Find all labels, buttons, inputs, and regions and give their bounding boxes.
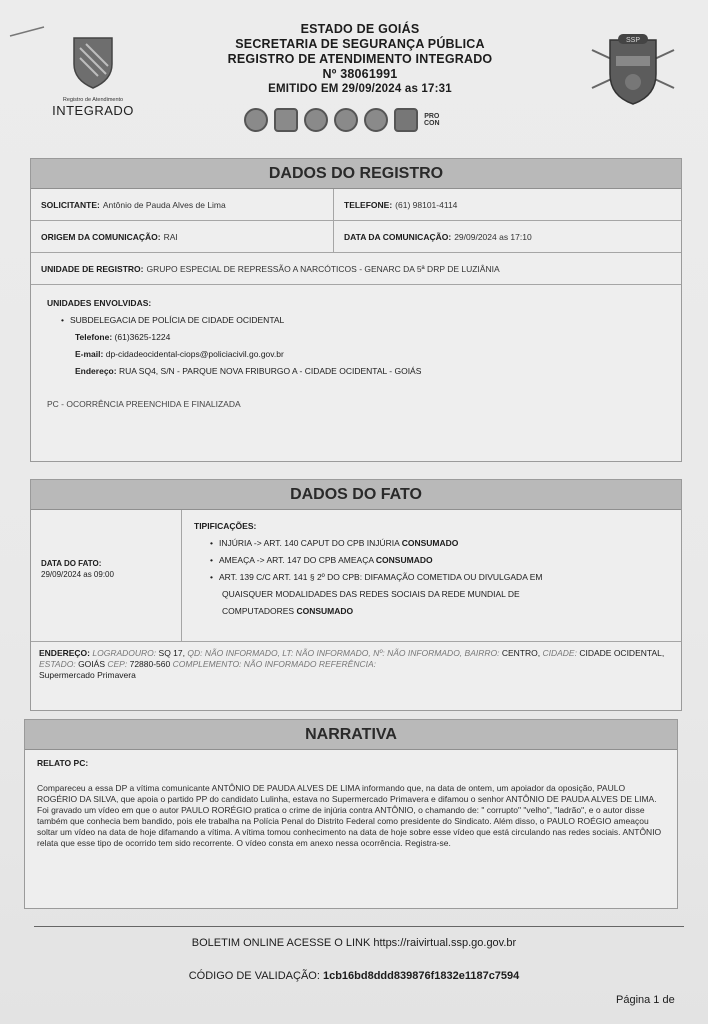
tipificacao-item bbox=[210, 535, 669, 552]
seal-wings-icon bbox=[334, 108, 358, 132]
unidade-label: UNIDADE DE REGISTRO: bbox=[41, 263, 144, 274]
envolvidas-label: UNIDADES ENVOLVIDAS: bbox=[47, 298, 152, 308]
tipificacoes bbox=[181, 510, 681, 641]
data-fato-label: DATA DO FATO: bbox=[41, 559, 102, 568]
cell-data-comunicacao bbox=[333, 221, 681, 252]
tip2-status: CONSUMADO bbox=[375, 555, 433, 565]
logradouro-label: LOGRADOURO: bbox=[92, 648, 157, 658]
registro-status: PC - OCORRÊNCIA PREENCHIDA E FINALIZADA bbox=[47, 399, 241, 409]
data-comunicacao-value: 29/09/2024 as 17:10 bbox=[454, 231, 532, 242]
rai-logo bbox=[48, 34, 138, 118]
solicitante-value: Antônio de Pauda Alves de Lima bbox=[102, 199, 226, 210]
envolvida-nome: SUBDELEGACIA DE POLÍCIA DE CIDADE OCIDENTAL bbox=[69, 315, 285, 325]
env-end-label: Endereço: bbox=[75, 366, 117, 376]
relato-text: Compareceu a essa DP a vítima comunicante ANTÔNIO DE PAUDA ALVES DE LIMA informando que, na data de ontem, um apoiador da oposição, PAULO ROGÉRIO DA SILVA, que apoia o partido PP do candidato Lulinha, estava no Supermercado Primavera e difamou o senhor ANTÔNIO DE PAUDA ALVES DE LIMA. Foi gravado um vídeo em que o autor PAULO RORÉGIO pratica o crime de injúria contra ANTÔNIO, o chamando de: " corrupto" "velho", "ladrão", e o autor disse também que conhecia bem bandido, pois ele trabalha na Polícia Penal do Distrito Federal como presidente do Sindicato. Além disso, o PAULO ROÉGIO ameaçou soltar um vídeo na data de hoje difamando a vítima. A vítima tomou conhecimento na data de hoje sobre esse vídeo que está circulando nas redes sociais. ANTÔNIO relata que esse tipo de ocorrido tem sido recorrente. O vídeo consta em anexo nessa ocorrência. Registra-se. bbox=[37, 783, 662, 848]
document-header bbox=[180, 22, 540, 97]
relato-label: RELATO PC: bbox=[37, 758, 89, 768]
env-tel-label: Telefone: bbox=[75, 332, 113, 342]
fato-end-label: ENDEREÇO: bbox=[39, 648, 91, 658]
logo-small-label: Registro de Atendimento bbox=[62, 97, 124, 103]
data-comunicacao-label: DATA DA COMUNICAÇÃO: bbox=[344, 231, 452, 242]
list-item bbox=[61, 312, 667, 329]
tip3-text-c: COMPUTADORES bbox=[222, 606, 295, 616]
cell-origem bbox=[31, 221, 333, 252]
header-secretariat: SECRETARIA DE SEGURANÇA PÚBLICA bbox=[235, 37, 485, 51]
complemento-info: COMPLEMENTO: NÃO INFORMADO REFERÊNCIA: bbox=[172, 659, 377, 669]
ssp-emblem-icon bbox=[588, 30, 678, 108]
cell-unidade bbox=[31, 253, 681, 284]
qd-info: QD: NÃO INFORMADO, LT: NÃO INFORMADO, Nº: NÃO INFORMADO, BAIRRO: bbox=[187, 648, 500, 658]
bairro-value: CENTRO, bbox=[501, 648, 541, 658]
referencia-value: Supermercado Primavera bbox=[39, 670, 136, 680]
unidades-envolvidas bbox=[31, 285, 681, 423]
telefone-label: TELEFONE: bbox=[344, 199, 393, 210]
fato-section bbox=[30, 479, 682, 711]
tipificacoes-label: TIPIFICAÇÕES: bbox=[194, 521, 257, 531]
env-tel-value: (61)3625-1224 bbox=[114, 332, 171, 342]
footer-divider bbox=[34, 926, 684, 927]
footer-codigo bbox=[0, 970, 708, 982]
row-solicitante bbox=[31, 189, 681, 221]
institution-seals bbox=[244, 108, 440, 132]
cell-solicitante bbox=[31, 189, 333, 220]
fato-body bbox=[31, 510, 681, 642]
origem-label: ORIGEM DA COMUNICAÇÃO: bbox=[41, 231, 161, 242]
page-number: Página 1 de bbox=[616, 994, 675, 1006]
fato-title: DADOS DO FATO bbox=[31, 480, 681, 510]
tip3-text-b: QUAISQUER MODALIDADES DAS REDES SOCIAIS DA REDE MUNDIAL DE bbox=[222, 589, 520, 599]
envolvida-telefone bbox=[47, 329, 667, 346]
envolvida-endereco bbox=[47, 363, 667, 380]
ssp-emblem-text: SSP bbox=[625, 37, 641, 44]
row-origem bbox=[31, 221, 681, 253]
registro-section bbox=[30, 158, 682, 462]
seal-emblem-icon bbox=[304, 108, 328, 132]
footer-boletim: BOLETIM ONLINE ACESSE O LINK https://raivirtual.ssp.go.gov.br bbox=[191, 937, 517, 949]
header-state: ESTADO DE GOIÁS bbox=[300, 22, 420, 36]
envolvida-email bbox=[47, 346, 667, 363]
row-unidade bbox=[31, 253, 681, 285]
cell-telefone bbox=[333, 189, 681, 220]
registro-title: DADOS DO REGISTRO bbox=[31, 159, 681, 189]
pen-mark bbox=[8, 24, 48, 38]
tip3-text-c-line bbox=[210, 603, 669, 620]
env-email-value: dp-cidadeocidental-ciops@policiacivil.go.gov.br bbox=[105, 349, 284, 359]
data-fato-value: 29/09/2024 as 09:00 bbox=[41, 570, 114, 579]
seal-fire-icon bbox=[364, 108, 388, 132]
shield-logo-icon bbox=[70, 34, 116, 90]
seal-badge-icon bbox=[274, 108, 298, 132]
codigo-value: 1cb16bd8ddd839876f1832e1187c7594 bbox=[322, 970, 520, 982]
seal-police-icon bbox=[244, 108, 268, 132]
tip3-status: CONSUMADO bbox=[296, 606, 354, 616]
env-end-value: RUA SQ4, S/N - PARQUE NOVA FRIBURGO A - CIDADE OCIDENTAL - GOIÁS bbox=[118, 366, 422, 376]
solicitante-label: SOLICITANTE: bbox=[41, 199, 100, 210]
procon-logo bbox=[424, 113, 440, 127]
narrativa-section bbox=[24, 719, 678, 909]
estado-value: GOIÁS bbox=[78, 659, 105, 669]
fato-endereco bbox=[31, 642, 681, 687]
narrativa-body bbox=[25, 750, 677, 857]
cidade-label: CIDADE: bbox=[542, 648, 577, 658]
narrativa-title: NARRATIVA bbox=[25, 720, 677, 750]
header-register-title: REGISTRO DE ATENDIMENTO INTEGRADO bbox=[227, 52, 493, 66]
header-number: Nº 38061991 bbox=[322, 67, 398, 81]
header-issued: EMITIDO EM 29/09/2024 as 17:31 bbox=[268, 83, 452, 95]
procon-line2: CON bbox=[424, 120, 440, 127]
cidade-value: CIDADE OCIDENTAL, bbox=[579, 648, 665, 658]
logo-big-label: INTEGRADO bbox=[52, 103, 134, 118]
envolvidas-list bbox=[47, 312, 667, 329]
logradouro-value: SQ 17, bbox=[158, 648, 185, 658]
tip3-text-a: ART. 139 C/C ART. 141 § 2º DO CPB: DIFAMAÇÃO COMETIDA OU DIVULGADA EM bbox=[218, 572, 543, 582]
estado-label: ESTADO: bbox=[39, 659, 76, 669]
tipificacao-item bbox=[210, 552, 669, 569]
tipificacao-item bbox=[210, 569, 669, 620]
telefone-value: (61) 98101-4114 bbox=[395, 199, 458, 210]
tipificacoes-list bbox=[194, 535, 669, 620]
data-fato bbox=[31, 510, 181, 641]
procon-line1: PRO bbox=[424, 113, 440, 120]
tip1-text: INJÚRIA -> ART. 140 CAPUT DO CPB INJÚRIA bbox=[218, 538, 400, 548]
env-email-label: E-mail: bbox=[75, 349, 104, 359]
cep-value: 72880-560 bbox=[129, 659, 171, 669]
cep-label: CEP: bbox=[107, 659, 128, 669]
codigo-label: CÓDIGO DE VALIDAÇÃO: bbox=[188, 970, 320, 982]
seal-shield-icon bbox=[394, 108, 418, 132]
unidade-value: GRUPO ESPECIAL DE REPRESSÃO A NARCÓTICOS - GENARC DA 5ª DRP DE LUZIÂNIA bbox=[146, 263, 500, 274]
tip1-status: CONSUMADO bbox=[401, 538, 459, 548]
origem-value: RAI bbox=[163, 231, 178, 242]
tip2-text: AMEAÇA -> ART. 147 DO CPB AMEAÇA bbox=[218, 555, 374, 565]
